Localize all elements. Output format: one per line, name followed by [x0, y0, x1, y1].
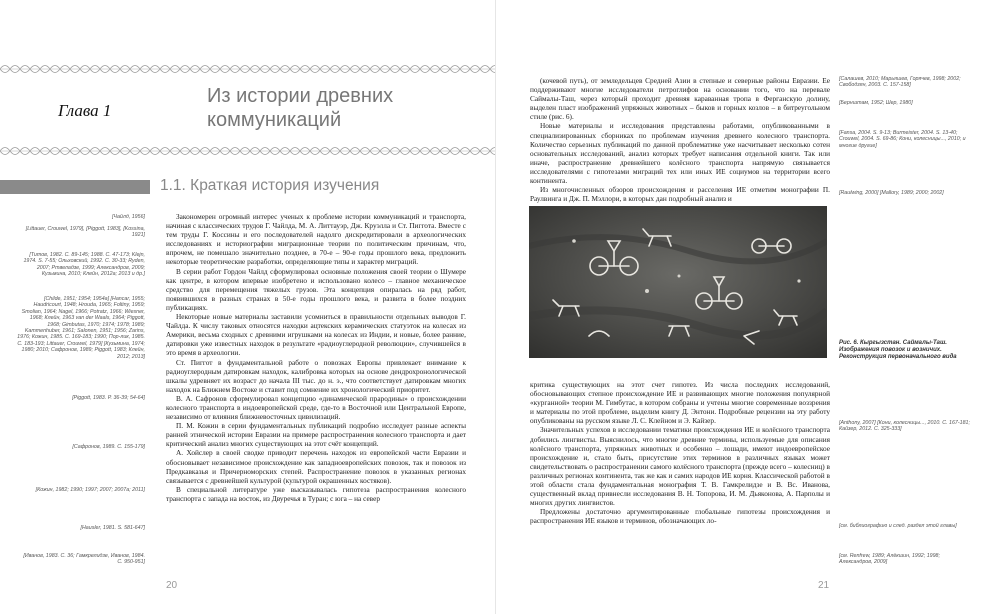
body-text-left: [166, 212, 466, 503]
paragraph: Предложены достаточно аргументированные глобальные гипотезы происхождения и распространения ИЕ языков и терминов, обозначающих ло-: [530, 507, 830, 526]
paragraph: Значительных успехов в исследовании тематики происхождения ИЕ и колёсного транспорта добились лингвисты. Выяснилось, что многие древние термины, используемые для описания колёсного транспорта, упряжных животных и особенно – лошади, имеют индоевропейское происхождение и, стало быть, присутствие этих терминов в различных языках может свидетельствовать о распространении самого колёсного транспорта (прежде всего – колесниц) в различных регионах континента, так же как и самих народов ИЕ корня. Классической работой в этой области стала фундаментальная монография Т. В. Гамкрелидзе и В. Вс. Иванова, существенный вклад привнесли исследования В. Н. Топорова, И. М. Дьяконова, А. Парполы и многих других лингвистов.: [530, 425, 830, 508]
right-page: [496, 0, 991, 614]
paragraph: В. А. Сафронов сформулировал концепцию «динамической прародины» о происхождении колесного транспорта в индоевропейской среде, где-то в Восточной или Центральной Европе, независимо от влияния ближневосточных цивилизаций.: [166, 393, 466, 422]
paragraph: Закономерен огромный интерес ученых к проблеме истории коммуникаций и транспорта, начиная с классических трудов Г. Чайлда, М. А. Литтауэр, Дж. Круэлла и Ст. Пиггота. Вместе с тем труды Г. Коссины и его последователей надолго дискредитировали в археологических исследованиях и историографии миграционные теории по политическим причинам, что, впрочем, не помешало значительно позднее, в 70-е – 90-е годы прошлого века, предложить некоторые теоретические разработки, определяющие типы и характер миграций.: [166, 212, 466, 267]
section-bar: [0, 180, 150, 194]
side-note: [Чайлд, 1956]: [111, 214, 145, 220]
side-note: [Бернштам, 1952; Шер, 1980]: [839, 100, 913, 106]
ornament-band-bottom: [0, 144, 495, 158]
figure-caption: Рис. 6. Кыргызстан. Саймалы-Таш. Изображения повозок и возничих. Реконструкция первоначального вида: [839, 340, 957, 361]
side-note: [Anthony, 2007] [Кони, колесницы..., 2010. С. 167-181; Кайзер, 2012. С. 325-333]: [839, 420, 970, 433]
side-note: [Кожин, 1982; 1990; 1997; 2007; 2007a; 2011]: [35, 487, 145, 493]
side-note: [Салашев, 2010; Марьяшев, Горячев, 1998; 2002; Свободзян, 2003. С. 157-158]: [839, 76, 961, 89]
side-note: [см. библиографию и след. раздел этой главы]: [839, 523, 957, 529]
paragraph: Некоторые новые материалы заставили усомниться в правильности отдельных выводов Г. Чайлда. К числу таковых относятся находки ацтекских керамических статуэток на колесах из Америки, весьма сходных с древними игрушками на колесах из Индии, и новые, более ранние, датировки уже известных находок в результате «радиоуглеродной революции», случившейся в это время в археологии.: [166, 312, 466, 358]
ornament-band-top: [0, 62, 495, 76]
paragraph: Новые материалы и исследования представлены работами, опубликованными в специализированных сборниках по проблемам изучения древнего колесного транспорта. Количество серьезных публикаций по данной проблематике уже насчитывает несколько сотен основательных исследований, анализ которых требует написания отдельной книги. Так или иначе, распространение древнейшего колёсного транспорта напрямую связывается исследователями с гипотезами миграций тех или иных ИЕ социумов на территории всего континента.: [530, 121, 830, 186]
side-note: [Piggott, 1983. P. 36-39; 54-64]: [72, 395, 145, 401]
chapter-label: Глава 1: [58, 101, 112, 120]
body-text-right-bottom: [530, 380, 830, 526]
section-title: 1.1. Краткая история изучения: [160, 177, 380, 194]
chapter-title: Из истории древних коммуникаций: [207, 85, 394, 131]
side-note: [Иванов, 1983. С. 36; Гамкрелидзе, Иванов, 1984. С. 950-951]: [23, 553, 145, 566]
page-number: 21: [818, 580, 830, 591]
side-note: [Littauer, Crouwel, 1979], [Piggott, 1983], [Kossina, 1921]: [25, 226, 145, 239]
side-note: [Raulwing, 2000] [Mallory, 1989; 2000; 2002]: [839, 190, 944, 196]
paragraph: Ст. Пиггот в фундаментальной работе о повозках Европы привлекает внимание к радиоуглеродным датировкам находок, калибровка которых на основе дендрохронологической шкалы удревняет их возраст до начала III тыс. до н. э., что соответствует датировкам многих находок на Ближнем Востоке и ставит под сомнение их хронологический приоритет.: [166, 357, 466, 394]
paragraph: П. М. Кожин в серии фундаментальных публикаций подробно исследует разные аспекты ранней этнической истории Евразии на примере распространения колесного транспорта и дает критический анализ многих существующих на этот счёт концепций.: [166, 421, 466, 449]
paragraph: (кочевой путь), от земледельцев Средней Азии в степные и северные районы Евразии. Ее поддерживают многие исследователи петроглифов на основании того, что на перевале Саймалы-Таш, через который проходит древняя караванная тропа в Ферганскую долину, выделен пласт изображений упряжных животных – быков и горных козлов – в битреугольном стиле (рис. 6).: [530, 76, 830, 122]
side-note: [Hausler, 1981. S. 581-647]: [80, 525, 145, 531]
paragraph: Из многочисленных обзоров происхождения и расселения ИЕ отметим монографии П. Раулвинга и Дж. П. Мэллори, в которых дан подробный анализ и: [530, 185, 830, 204]
petroglyph-photo: [529, 206, 827, 358]
left-page: [0, 0, 495, 614]
side-note: [Childe, 1951; 1954; 1954a] [Hancar, 1955; Haudricourt, 1948; Hrouda, 1965; Foltiny, 1959; Smolian, 1964; Nagel, 1966; Potratz, 1966; Wiesner, 1968; Клейн, 1963 van der Waals, 1964; Piggott, 1968; Gimbutas, 1970; 1974; 1978; 1989; Kammenhuber, 1961; Salonen, 1951; 1956; Zarins, 1976; Кожин, 1985. С. 169-183; 1990; Пор-лик, 1985. С. 183-193; Littauer, Crouwel, 1979] [Кузьмина, 1974; 1980; 2010; Сафронов, 1989; Piggott, 1983; Клейн, 2012; 2013]: [17, 296, 145, 360]
body-text-right-top: [530, 76, 830, 203]
paragraph: А. Хойслер в своей сводке приводит перечень находок из европейской части Евразии и обосновывает независимое происхождение как западноевропейских повозок, так и повозок из Предкавказья и Причерноморских степей. Распространение повозок в указанных регионах связывается с древнейшей культурой (культурой окрашенных костяков).: [166, 448, 466, 485]
side-note: [Fansa, 2004. S. 9-13; Burmeister, 2004. S. 13-40; Crouwel, 2004. S. 69-86; Кони, колесницы..., 2010; и многие другие]: [839, 130, 966, 149]
page-number: 20: [166, 580, 178, 591]
paragraph: В серии работ Гордон Чайлд сформулировал основные положения своей теории о Шумере как центре, в котором впервые изобретено и использовано колесо – главное механическое средство для перемещения тяжелых грузов. Эта концепция опиралась на ряд работ, появившихся в разных странах в 50-е годы прошлого века, и развита в более поздних публикациях.: [166, 266, 466, 312]
side-note: [Сафронов, 1989. С. 155-179]: [72, 444, 145, 450]
paragraph: В специальной литературе уже высказывалась гипотеза распространения колесного транспорта с запада на восток, из Двуречья в Туран; с юга – на север: [166, 484, 466, 503]
side-note: [Титов, 1982. С. 89-145; 1988. С. 47-173; Klejn, 1974. S. 7-55; Ольховский, 1992. С. 30-33; Ryden, 2007; Ртвеладзе, 1999; Александров, 2009; Кузьмина, 2010; Клейн, 2012а; 2013 и др.]: [23, 252, 145, 278]
paragraph: критика существующих на этот счет гипотез. Из числа последних исследований, обосновывающих степное происхождение ИЕ и развивающих многие положения популярной «курганной» теории М. Гимбутас, в котором собраны и учтены многие современные воззрения и материалы по этой проблеме, выделим книгу Д. Энтони. Подробные рецензии на эту работу опубликованы на русском языке Л. С. Клейном и Э. Кайзер.: [530, 380, 830, 426]
side-note: [см. Renfrew, 1989; Алёкшин, 1992; 1998; Александров, 2009]: [839, 553, 940, 566]
